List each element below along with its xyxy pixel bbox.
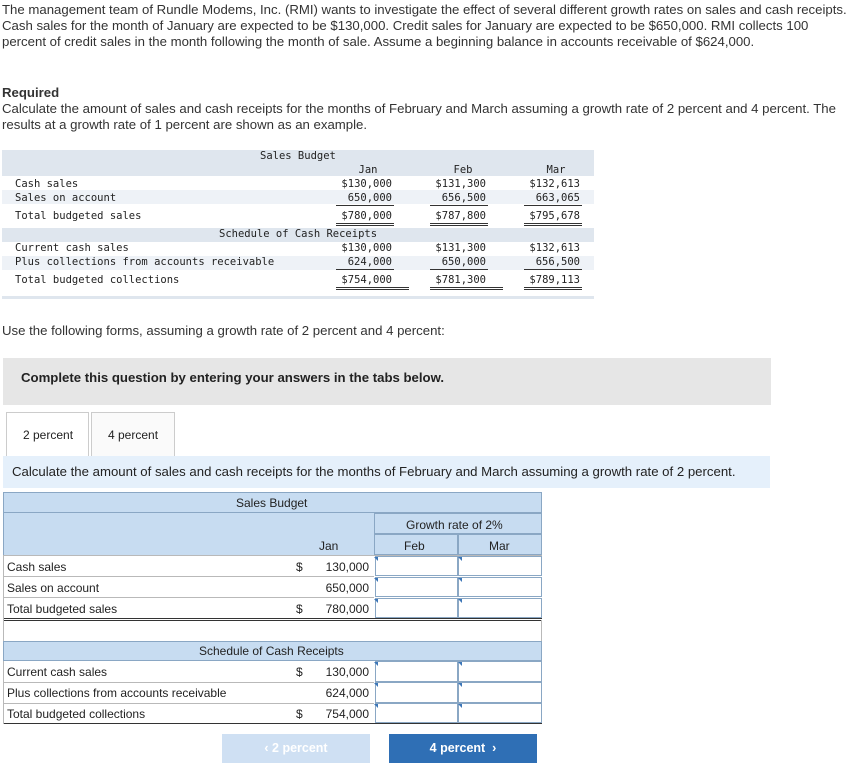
prev-label: 2 percent — [272, 741, 328, 755]
example-underline — [524, 223, 582, 224]
example-underline — [336, 289, 409, 290]
form-month-feb: Feb — [404, 539, 425, 553]
row-divider — [3, 576, 374, 577]
mar-total-sales-input[interactable] — [458, 598, 542, 618]
instructions-banner — [3, 358, 771, 405]
example-value: $130,000 — [341, 178, 392, 190]
example-value: $787,800 — [435, 210, 486, 222]
mar-cash-sales-input[interactable] — [458, 556, 542, 576]
form-month-mar: Mar — [489, 539, 510, 553]
example-value: $132,613 — [529, 178, 580, 190]
jan-value: 754,000 — [325, 707, 369, 721]
example-underline — [524, 287, 582, 288]
chevron-right-icon: › — [485, 741, 497, 755]
example-value: $754,000 — [341, 274, 392, 286]
example-underline — [430, 289, 503, 290]
example-value: 650,000 — [441, 256, 486, 268]
total-underline — [3, 618, 542, 619]
tab-label: 2 percent — [23, 428, 74, 442]
mar-total-collections-input[interactable] — [458, 703, 542, 723]
next-label: 4 percent — [429, 741, 486, 755]
example-row-label: Plus collections from accounts receivable — [15, 256, 275, 268]
example-underline — [430, 225, 488, 226]
use-forms-text: Use the following forms, assuming a growth rate of 2 percent and 4 percent: — [2, 323, 445, 338]
example-underline — [336, 223, 394, 224]
form-row-label: Total budgeted collections — [7, 707, 146, 721]
form-row-label: Cash sales — [7, 560, 67, 574]
example-value: $781,300 — [435, 274, 486, 286]
form-row-label: Plus collections from accounts receivable — [7, 686, 227, 700]
example-value: $132,613 — [529, 242, 580, 254]
form-month-jan: Jan — [319, 539, 339, 553]
answer-form — [3, 492, 542, 725]
tab-instruction — [3, 456, 770, 488]
form-row-label: Current cash sales — [7, 665, 108, 679]
tab-4-percent[interactable] — [91, 412, 175, 457]
example-underline — [524, 205, 582, 206]
mar-collections-input[interactable] — [458, 682, 542, 703]
row-divider — [3, 682, 374, 683]
input-marker-icon — [458, 599, 462, 603]
dollar-sign: $ — [296, 560, 303, 574]
example-underline — [430, 205, 488, 206]
banner-text: Complete this question by entering your answers in the tabs below. — [21, 370, 445, 385]
example-month-feb: Feb — [453, 164, 473, 176]
example-underline — [336, 225, 394, 226]
row-divider — [541, 620, 542, 641]
jan-value: 130,000 — [325, 560, 369, 574]
dollar-sign: $ — [296, 707, 303, 721]
feb-collections-input[interactable] — [375, 682, 458, 703]
chevron-left-icon: ‹ — [264, 741, 273, 755]
example-underline — [524, 225, 582, 226]
total-double-underline — [3, 620, 542, 621]
input-marker-icon — [374, 557, 378, 561]
example-row-label: Total budgeted collections — [15, 274, 180, 286]
feb-total-sales-input[interactable] — [375, 598, 458, 618]
row-divider — [3, 703, 374, 704]
example-value: 656,500 — [441, 192, 486, 204]
jan-value: 780,000 — [325, 602, 369, 616]
example-row-label: Total budgeted sales — [15, 210, 142, 222]
example-underline — [524, 289, 582, 290]
input-marker-icon — [458, 683, 462, 687]
example-value: 656,500 — [535, 256, 580, 268]
input-marker-icon — [374, 599, 378, 603]
mar-sales-on-account-input[interactable] — [458, 577, 542, 597]
dollar-sign: $ — [296, 602, 303, 616]
mar-current-cash-sales-input[interactable] — [458, 661, 542, 682]
example-underline — [430, 223, 488, 224]
example-underline — [524, 269, 582, 270]
required-text: Calculate the amount of sales and cash receipts for the months of February and March assuming a growth rate of 2 percent and 4 percent. The results at a growth rate of 1 percent are shown as an example. — [2, 101, 836, 132]
example-value: $795,678 — [529, 210, 580, 222]
next-tab-button[interactable] — [389, 734, 537, 763]
example-sales-title: Sales Budget — [260, 150, 336, 162]
example-value: $130,000 — [341, 242, 392, 254]
form-row-label: Sales on account — [7, 581, 100, 595]
example-underline — [336, 205, 394, 206]
prev-tab-button[interactable] — [222, 734, 370, 763]
example-row-label: Current cash sales — [15, 242, 129, 254]
example-underline — [430, 269, 488, 270]
jan-value: 650,000 — [325, 581, 369, 595]
example-value: 663,065 — [535, 192, 580, 204]
row-divider — [3, 620, 4, 641]
input-marker-icon — [374, 662, 378, 666]
example-underline — [430, 287, 503, 288]
input-marker-icon — [374, 704, 378, 708]
example-value: $789,113 — [529, 274, 580, 286]
example-row-label: Cash sales — [15, 178, 79, 190]
example-table — [2, 150, 594, 300]
example-underline — [336, 287, 409, 288]
tab-2-percent[interactable] — [6, 412, 89, 457]
example-bottom-band — [2, 296, 594, 299]
row-divider — [3, 661, 4, 724]
input-marker-icon — [374, 683, 378, 687]
instruction-text: Calculate the amount of sales and cash receipts for the months of February and March assuming a growth rate of 2 percent. — [12, 464, 736, 479]
example-receipts-title: Schedule of Cash Receipts — [219, 228, 378, 240]
feb-cash-sales-input[interactable] — [375, 556, 458, 576]
form-sales-title: Sales Budget — [236, 496, 308, 510]
input-marker-icon — [458, 662, 462, 666]
example-underline — [336, 269, 394, 270]
dollar-sign: $ — [296, 665, 303, 679]
required-heading: Required — [2, 85, 60, 100]
example-value: $131,300 — [435, 178, 486, 190]
row-divider — [3, 555, 4, 620]
input-marker-icon — [458, 704, 462, 708]
example-value: $131,300 — [435, 242, 486, 254]
example-value: 624,000 — [347, 256, 392, 268]
form-receipts-title: Schedule of Cash Receipts — [199, 644, 344, 658]
input-marker-icon — [374, 578, 378, 582]
example-row-label: Sales on account — [15, 192, 117, 204]
feb-sales-on-account-input[interactable] — [375, 577, 458, 597]
example-month-mar: Mar — [546, 164, 566, 176]
input-marker-icon — [458, 557, 462, 561]
problem-statement: The management team of Rundle Modems, Inc. (RMI) wants to investigate the effect of several different growth rates on sales and cash receipts. Cash sales for the month of January are expected to be $130,000. Credit sales for January are expected to be $650,000. RMI collects 100 percent of credit sales in the month following the month of sale. Assume a beginning balance in accounts receivable of $624,000. — [2, 2, 847, 49]
row-divider — [3, 597, 374, 598]
feb-current-cash-sales-input[interactable] — [375, 661, 458, 682]
example-month-jan: Jan — [358, 164, 378, 176]
jan-value: 130,000 — [325, 665, 369, 679]
example-value: $780,000 — [341, 210, 392, 222]
total-underline — [3, 723, 542, 724]
feb-total-collections-input[interactable] — [375, 703, 458, 723]
growth-rate-label: Growth rate of 2% — [406, 518, 503, 532]
form-row-label: Total budgeted sales — [7, 602, 118, 616]
example-value: 650,000 — [347, 192, 392, 204]
jan-value: 624,000 — [325, 686, 369, 700]
tab-label: 4 percent — [108, 428, 159, 442]
input-marker-icon — [458, 578, 462, 582]
